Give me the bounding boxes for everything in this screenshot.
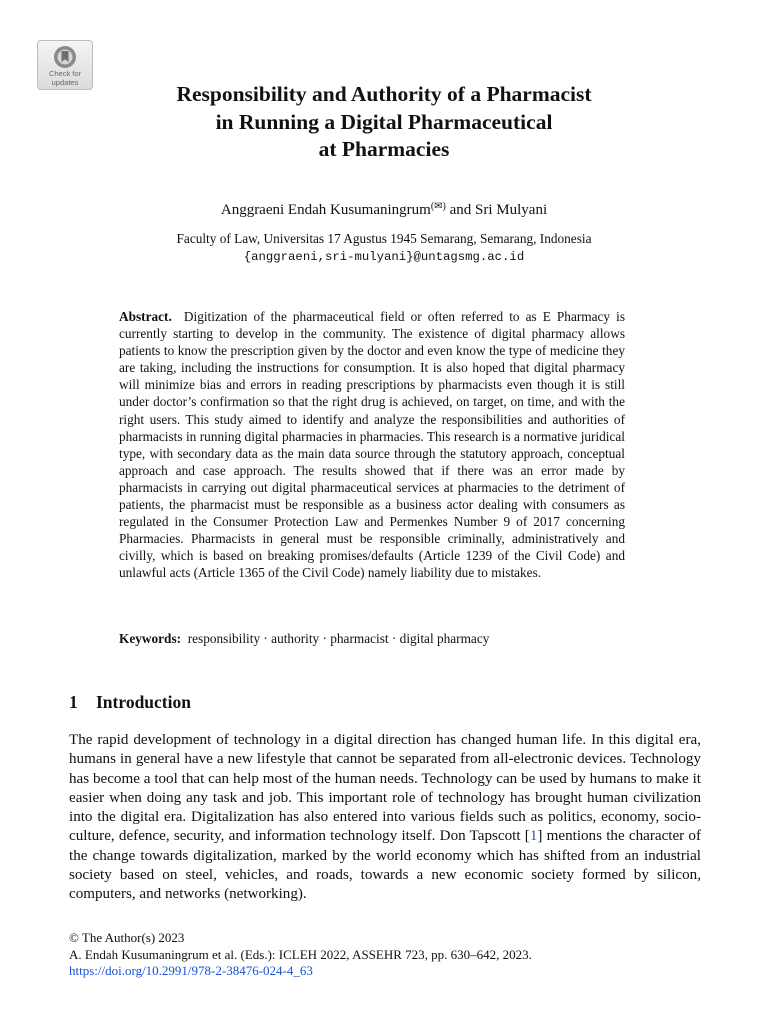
title-line: at Pharmacies	[318, 137, 450, 161]
author-connector: and	[445, 202, 476, 218]
affiliation: Faculty of Law, Universitas 17 Agustus 1945 Semarang, Semarang, Indonesia	[176, 231, 592, 246]
title-line: in Running a Digital Pharmaceutical	[215, 109, 553, 134]
keywords-label: Keywords:	[119, 631, 182, 646]
badge-label-line2: updates	[51, 78, 79, 87]
introduction-paragraph	[69, 731, 701, 905]
paper-title	[84, 81, 684, 164]
badge-label-line1: Check for	[48, 69, 82, 78]
section-title: Introduction	[96, 692, 191, 712]
bookmark-check-icon	[53, 45, 77, 69]
author-name: Anggraeni Endah Kusumaningrum	[220, 202, 431, 218]
intro-text: The rapid development of technology in a digital direction has changed human life. In this digital era, humans in general have a new lifestyle that cannot be separated from all-electronic devices. Technology has become a tool that can help most of the human needs. Technology can be used by humans to make it easier when doing any task and job. This important role of technology has brought human civilization into the digital era. Digitalization has also entered into various fields such as politics, economy, socio-culture, defence, security, and information technology itself. Don Tapscott [	[69, 732, 701, 845]
abstract-label: Abstract.	[119, 309, 172, 324]
abstract	[119, 308, 625, 582]
footer	[69, 930, 701, 980]
doi-link[interactable]: https://doi.org/10.2991/978-2-38476-024-4_63	[69, 963, 313, 978]
keywords-text: responsibility · authority · pharmacist · digital pharmacy	[187, 631, 490, 646]
section-number: 1	[69, 692, 78, 712]
abstract-text: Digitization of the pharmaceutical field or often referred to as E Pharmacy is currently starting to develop in the community. The existence of digital pharmacy allows patients to know the prescription given by the doctor and even know the type of medicine they are taking, including the instructions for consumption. It is also hoped that digital pharmacy will minimize bias and errors in reading prescriptions by pharmacists even though it is still under doctor’s confirmation so that the right drug is achieved, on target, on time, and with the right users. This study aimed to identify and analyze the responsibilities and authorities of pharmacists in running digital pharmacies in pharmacies. This research is a normative juridical type, with secondary data as the main data source through the statutory approach, conceptual approach and case approach. The results showed that if there was an error made by pharmacists in carrying out digital pharmaceutical services at pharmacies to the detriment of patients, the pharmacist must be responsible as a business actor dealing with consumers as regulated in the Consumer Protection Law and Permenkes Number 9 of 2017 concerning Pharmacies. Pharmacists in general must be responsible criminally, administratively and civilly, which is based on breaking promises/defaults (Article 1239 of the Civil Code) and unlawful acts (Article 1365 of the Civil Code) namely liability due to mistakes.	[119, 309, 625, 581]
citation-link[interactable]: 1	[529, 828, 538, 845]
corresponding-author-mark[interactable]: (✉)	[430, 201, 446, 212]
author-list	[84, 197, 684, 220]
title-line: Responsibility and Authority of a Pharmacist	[176, 82, 592, 106]
publication-citation: A. Endah Kusumaningrum et al. (Eds.): ICLEH 2022, ASSEHR 723, pp. 630–642, 2023.	[69, 946, 532, 962]
keywords	[119, 630, 625, 648]
copyright-notice: © The Author(s) 2023	[69, 930, 185, 945]
section-heading	[69, 690, 191, 714]
author-emails: {anggraeni,sri-mulyani}@untagsmg.ac.id	[243, 250, 525, 264]
author-name: Sri Mulyani	[475, 202, 548, 218]
intro-text: ] mentions the character of the change towards digitalization, marked by the world economy which has shifted from an industrial society based on steel, vehicles, and roads, towards a new economic society formed by silicon, computers, and networks (networking).	[69, 828, 701, 903]
